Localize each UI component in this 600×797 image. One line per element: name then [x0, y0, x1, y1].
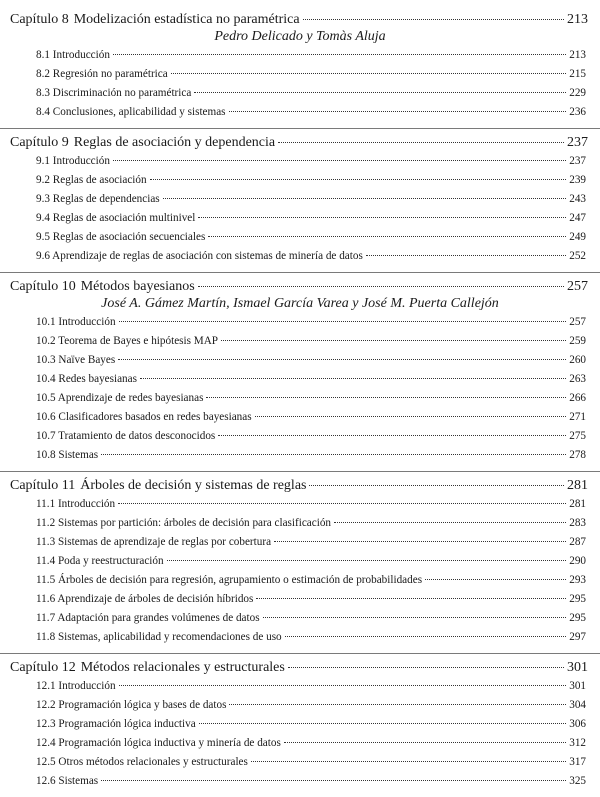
section-page-number: 215 [569, 68, 586, 80]
chapter-heading[interactable] [0, 10, 600, 29]
dot-leader [263, 617, 567, 618]
dot-leader [251, 761, 566, 762]
section-label: 11.5 Árboles de decisión para regresión, agrupamiento o estimación de probabilidades [36, 574, 423, 586]
dot-leader [118, 359, 566, 360]
dot-leader [366, 255, 566, 256]
section-page-number: 287 [569, 536, 586, 548]
section-label: 9.2 Reglas de asociación [36, 174, 147, 186]
section-entry[interactable] [0, 590, 600, 609]
dot-leader [309, 485, 564, 486]
section-page-number: 237 [569, 155, 586, 167]
section-entry[interactable] [0, 734, 600, 753]
section-page-number: 249 [569, 231, 586, 243]
section-label: 10.8 Sistemas [36, 449, 99, 461]
section-page-number: 260 [569, 354, 586, 366]
section-page-number: 304 [569, 699, 586, 711]
section-label: 9.6 Aprendizaje de reglas de asociación con sistemas de minería de datos [36, 250, 363, 262]
dot-leader [150, 179, 567, 180]
section-entry[interactable] [0, 332, 600, 351]
section-label: 12.5 Otros métodos relacionales y estructurales [36, 756, 248, 768]
section-entry[interactable] [0, 84, 600, 103]
section-entry[interactable] [0, 495, 600, 514]
chapter-label [10, 658, 285, 677]
dot-leader [274, 541, 566, 542]
section-page-number: 281 [569, 498, 586, 510]
table-of-contents [0, 10, 600, 797]
chapter-number: Capítulo 8 [10, 12, 69, 27]
section-page-number: 306 [569, 718, 586, 730]
section-page-number: 252 [569, 250, 586, 262]
dot-leader [425, 579, 566, 580]
dot-leader [218, 435, 566, 436]
chapter-title: Métodos relacionales y estructurales [80, 660, 285, 675]
section-entry[interactable] [0, 190, 600, 209]
dot-leader [119, 685, 567, 686]
section-label: 9.4 Reglas de asociación multinivel [36, 212, 196, 224]
section-entry[interactable] [0, 152, 600, 171]
section-label: 12.4 Programación lógica inductiva y minería de datos [36, 737, 281, 749]
section-label: 10.1 Introducción [36, 316, 116, 328]
section-entry[interactable] [0, 753, 600, 772]
dot-leader [140, 378, 566, 379]
chapter-title: Modelización estadística no paramétrica [73, 12, 300, 27]
section-label: 11.4 Poda y reestructuración [36, 555, 164, 567]
dot-leader [118, 503, 566, 504]
chapter-label [10, 133, 275, 152]
dot-leader [113, 54, 566, 55]
dot-leader [101, 780, 566, 781]
chapter-heading[interactable] [0, 476, 600, 495]
section-entry[interactable] [0, 571, 600, 590]
section-label: 10.3 Naïve Bayes [36, 354, 116, 366]
section-label: 10.5 Aprendizaje de redes bayesianas [36, 392, 204, 404]
chapter-number: Capítulo 9 [10, 135, 69, 150]
chapter-page-number: 301 [567, 660, 588, 675]
section-page-number: 236 [569, 106, 586, 118]
chapter-title: Árboles de decisión y sistemas de reglas [80, 478, 307, 493]
section-label: 12.1 Introducción [36, 680, 116, 692]
chapter-authors: José A. Gámez Martín, Ismael García Varea y José M. Puerta Callejón [101, 296, 499, 311]
dot-leader [206, 397, 566, 398]
section-entry[interactable] [0, 677, 600, 696]
chapter-page-number: 281 [567, 478, 588, 493]
section-label: 9.1 Introducción [36, 155, 110, 167]
section-page-number: 257 [569, 316, 586, 328]
chapter-heading[interactable] [0, 658, 600, 677]
section-entry[interactable] [0, 228, 600, 247]
section-page-number: 301 [569, 680, 586, 692]
chapter-heading[interactable] [0, 277, 600, 296]
dot-leader [208, 236, 566, 237]
chapter-page-number: 213 [567, 12, 588, 27]
section-entry[interactable] [0, 171, 600, 190]
chapter-page-number: 257 [567, 279, 588, 294]
chapter-authors: Pedro Delicado y Tomàs Aluja [214, 29, 386, 44]
dot-leader [288, 667, 564, 668]
section-label: 10.6 Clasificadores basados en redes bayesianas [36, 411, 252, 423]
chapter-page-number: 237 [567, 135, 588, 150]
section-label: 10.2 Teorema de Bayes e hipótesis MAP [36, 335, 219, 347]
section-entry[interactable] [0, 533, 600, 552]
dot-leader [119, 321, 567, 322]
dot-leader [171, 73, 567, 74]
section-entry[interactable] [0, 628, 600, 647]
section-entry[interactable] [0, 552, 600, 571]
section-entry[interactable] [0, 715, 600, 734]
section-label: 8.1 Introducción [36, 49, 110, 61]
dot-leader [334, 522, 566, 523]
section-label: 11.3 Sistemas de aprendizaje de reglas por cobertura [36, 536, 272, 548]
section-page-number: 271 [569, 411, 586, 423]
dot-leader [285, 636, 567, 637]
section-entry[interactable] [0, 313, 600, 332]
section-page-number: 247 [569, 212, 586, 224]
chapter-number: Capítulo 10 [10, 279, 76, 294]
section-page-number: 259 [569, 335, 586, 347]
chapter-block [0, 272, 600, 465]
chapter-block [0, 10, 600, 122]
section-page-number: 290 [569, 555, 586, 567]
dot-leader [255, 416, 567, 417]
chapter-title: Reglas de asociación y dependencia [73, 135, 276, 150]
section-label: 9.3 Reglas de dependencias [36, 193, 160, 205]
section-label: 10.7 Tratamiento de datos desconocidos [36, 430, 216, 442]
section-page-number: 263 [569, 373, 586, 385]
section-entry[interactable] [0, 103, 600, 122]
section-page-number: 295 [569, 612, 586, 624]
dot-leader [229, 704, 566, 705]
section-label: 12.6 Sistemas [36, 775, 99, 787]
section-page-number: 317 [569, 756, 586, 768]
chapter-label [10, 10, 300, 29]
section-page-number: 293 [569, 574, 586, 586]
chapter-block [0, 128, 600, 266]
section-entry[interactable] [0, 408, 600, 427]
chapter-number: Capítulo 11 [10, 478, 76, 493]
dot-leader [113, 160, 566, 161]
section-entry[interactable] [0, 446, 600, 465]
dot-leader [198, 286, 564, 287]
dot-leader [194, 92, 566, 93]
section-entry[interactable] [0, 389, 600, 408]
section-page-number: 229 [569, 87, 586, 99]
dot-leader [167, 560, 567, 561]
section-label: 11.2 Sistemas por partición: árboles de decisión para clasificación [36, 517, 332, 529]
dot-leader [221, 340, 566, 341]
chapter-label [10, 277, 195, 296]
section-entry[interactable] [0, 696, 600, 715]
chapter-number: Capítulo 12 [10, 660, 76, 675]
section-entry[interactable] [0, 209, 600, 228]
section-page-number: 243 [569, 193, 586, 205]
section-label: 11.8 Sistemas, aplicabilidad y recomendaciones de uso [36, 631, 282, 643]
section-page-number: 312 [569, 737, 586, 749]
section-label: 12.2 Programación lógica y bases de datos [36, 699, 227, 711]
section-label: 8.2 Regresión no paramétrica [36, 68, 168, 80]
section-label: 11.6 Aprendizaje de árboles de decisión híbridos [36, 593, 254, 605]
section-page-number: 295 [569, 593, 586, 605]
section-label: 10.4 Redes bayesianas [36, 373, 137, 385]
section-label: 8.3 Discriminación no paramétrica [36, 87, 192, 99]
section-page-number: 297 [569, 631, 586, 643]
chapter-title: Métodos bayesianos [80, 279, 195, 294]
section-page-number: 278 [569, 449, 586, 461]
dot-leader [198, 217, 566, 218]
section-label: 12.3 Programación lógica inductiva [36, 718, 196, 730]
section-label: 11.1 Introducción [36, 498, 116, 510]
section-label: 11.7 Adaptación para grandes volúmenes de datos [36, 612, 260, 624]
dot-leader [101, 454, 566, 455]
section-entry[interactable] [0, 65, 600, 84]
dot-leader [284, 742, 566, 743]
section-entry[interactable] [0, 370, 600, 389]
section-page-number: 275 [569, 430, 586, 442]
section-entry[interactable] [0, 427, 600, 446]
section-entry[interactable] [0, 772, 600, 791]
section-page-number: 266 [569, 392, 586, 404]
chapter-block [0, 653, 600, 791]
dot-leader [256, 598, 566, 599]
dot-leader [163, 198, 567, 199]
section-entry[interactable] [0, 46, 600, 65]
section-entry[interactable] [0, 609, 600, 628]
dot-leader [278, 142, 564, 143]
dot-leader [229, 111, 567, 112]
section-page-number: 283 [569, 517, 586, 529]
section-label: 8.4 Conclusiones, aplicabilidad y sistemas [36, 106, 226, 118]
section-entry[interactable] [0, 351, 600, 370]
chapter-block [0, 471, 600, 647]
dot-leader [199, 723, 567, 724]
section-label: 9.5 Reglas de asociación secuenciales [36, 231, 206, 243]
section-page-number: 213 [569, 49, 586, 61]
section-page-number: 239 [569, 174, 586, 186]
chapter-heading[interactable] [0, 133, 600, 152]
section-page-number: 325 [569, 775, 586, 787]
section-entry[interactable] [0, 514, 600, 533]
dot-leader [303, 19, 564, 20]
chapter-label [10, 476, 306, 495]
section-entry[interactable] [0, 247, 600, 266]
